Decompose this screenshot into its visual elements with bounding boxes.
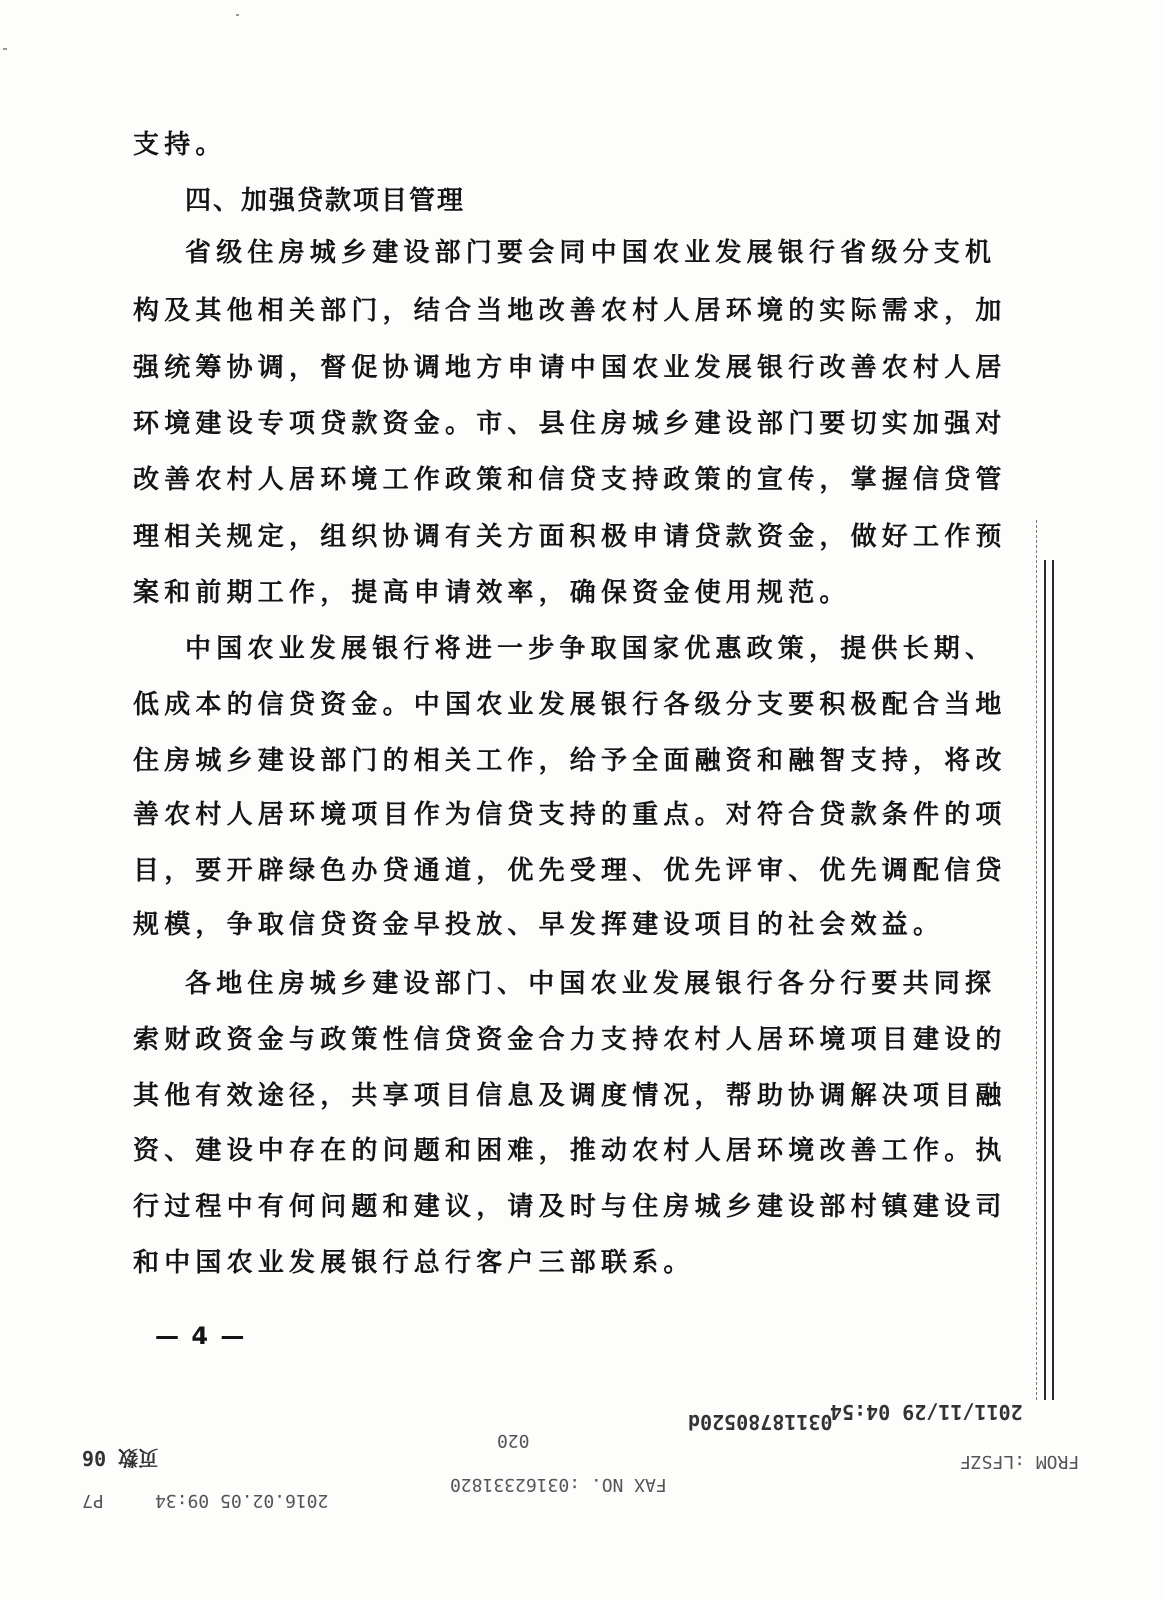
text-line: 善农村人居环境项目作为信贷支持的重点。对符合贷款条件的项 (133, 800, 1007, 830)
text-line: 环境建设专项贷款资金。市、县住房城乡建设部门要切实加强对 (133, 409, 1007, 439)
page-number: — 4 — (155, 1322, 247, 1350)
text-line: 强统筹协调，督促协调地方申请中国农业发展银行改善农村人居 (133, 353, 1007, 383)
text-line: 行过程中有何问题和建议，请及时与住房城乡建设部村镇建设司 (133, 1192, 1007, 1222)
fax-datetime: 2016.02.05 09:34 (155, 1490, 329, 1511)
text-line: 住房城乡建设部门的相关工作，给予全面融资和融智支持，将改 (133, 746, 1007, 776)
fax-number: FAX NO. :03162331820 (450, 1474, 667, 1495)
text-line: 和中国农业发展银行总行客户三部联系。 (133, 1248, 695, 1278)
fax-page: P7 (82, 1490, 104, 1511)
text-line: 改善农村人居环境工作政策和信贷支持政策的宣传，掌握信贷管 (133, 465, 1007, 495)
text-line: 资、建设中存在的问题和困难，推动农村人居环境改善工作。执 (133, 1136, 1007, 1166)
fax-header-from: FROM :LFSZF (960, 1451, 1080, 1472)
scan-speck (3, 48, 7, 50)
text-line: 省级住房城乡建设部门要会同中国农业发展银行省级分支机 (185, 238, 997, 268)
text-line: 目，要开辟绿色办贷通道，优先受理、优先评审、优先调配信贷 (133, 856, 1007, 886)
text-line: 各地住房城乡建设部门、中国农业发展银行各分行要共同探 (185, 969, 997, 999)
text-line: 中国农业发展银行将进一步争取国家优惠政策，提供长期、 (185, 634, 997, 664)
text-line: 支持。 (133, 130, 227, 160)
fax-edge-line (1044, 560, 1046, 1400)
scan-speck (236, 14, 239, 16)
text-line: 低成本的信贷资金。中国农业发展银行各级分支要积极配合当地 (133, 690, 1007, 720)
text-line: 索财政资金与政策性信贷资金合力支持农村人居环境项目建设的 (133, 1025, 1007, 1055)
fax-page-label: 页数 06 (82, 1446, 159, 1470)
section-heading: 四、加强贷款项目管理 (185, 186, 466, 216)
fax-header-datetime: 2011/11/29 04:54 (830, 1400, 1023, 1424)
fax-header-phone: 03118780520d (688, 1410, 833, 1434)
fax-edge-line (1036, 520, 1037, 1400)
text-line: 理相关规定，组织协调有关方面积极申请贷款资金，做好工作预 (133, 522, 1007, 552)
fax-header-code: 020 (497, 1430, 530, 1451)
fax-edge-line (1052, 560, 1054, 1400)
text-line: 其他有效途径，共享项目信息及调度情况，帮助协调解决项目融 (133, 1081, 1007, 1111)
text-line: 规模，争取信贷资金早投放、早发挥建设项目的社会效益。 (133, 910, 945, 940)
text-line: 构及其他相关部门，结合当地改善农村人居环境的实际需求，加 (133, 296, 1007, 326)
text-line: 案和前期工作，提高申请效率，确保资金使用规范。 (133, 578, 851, 608)
